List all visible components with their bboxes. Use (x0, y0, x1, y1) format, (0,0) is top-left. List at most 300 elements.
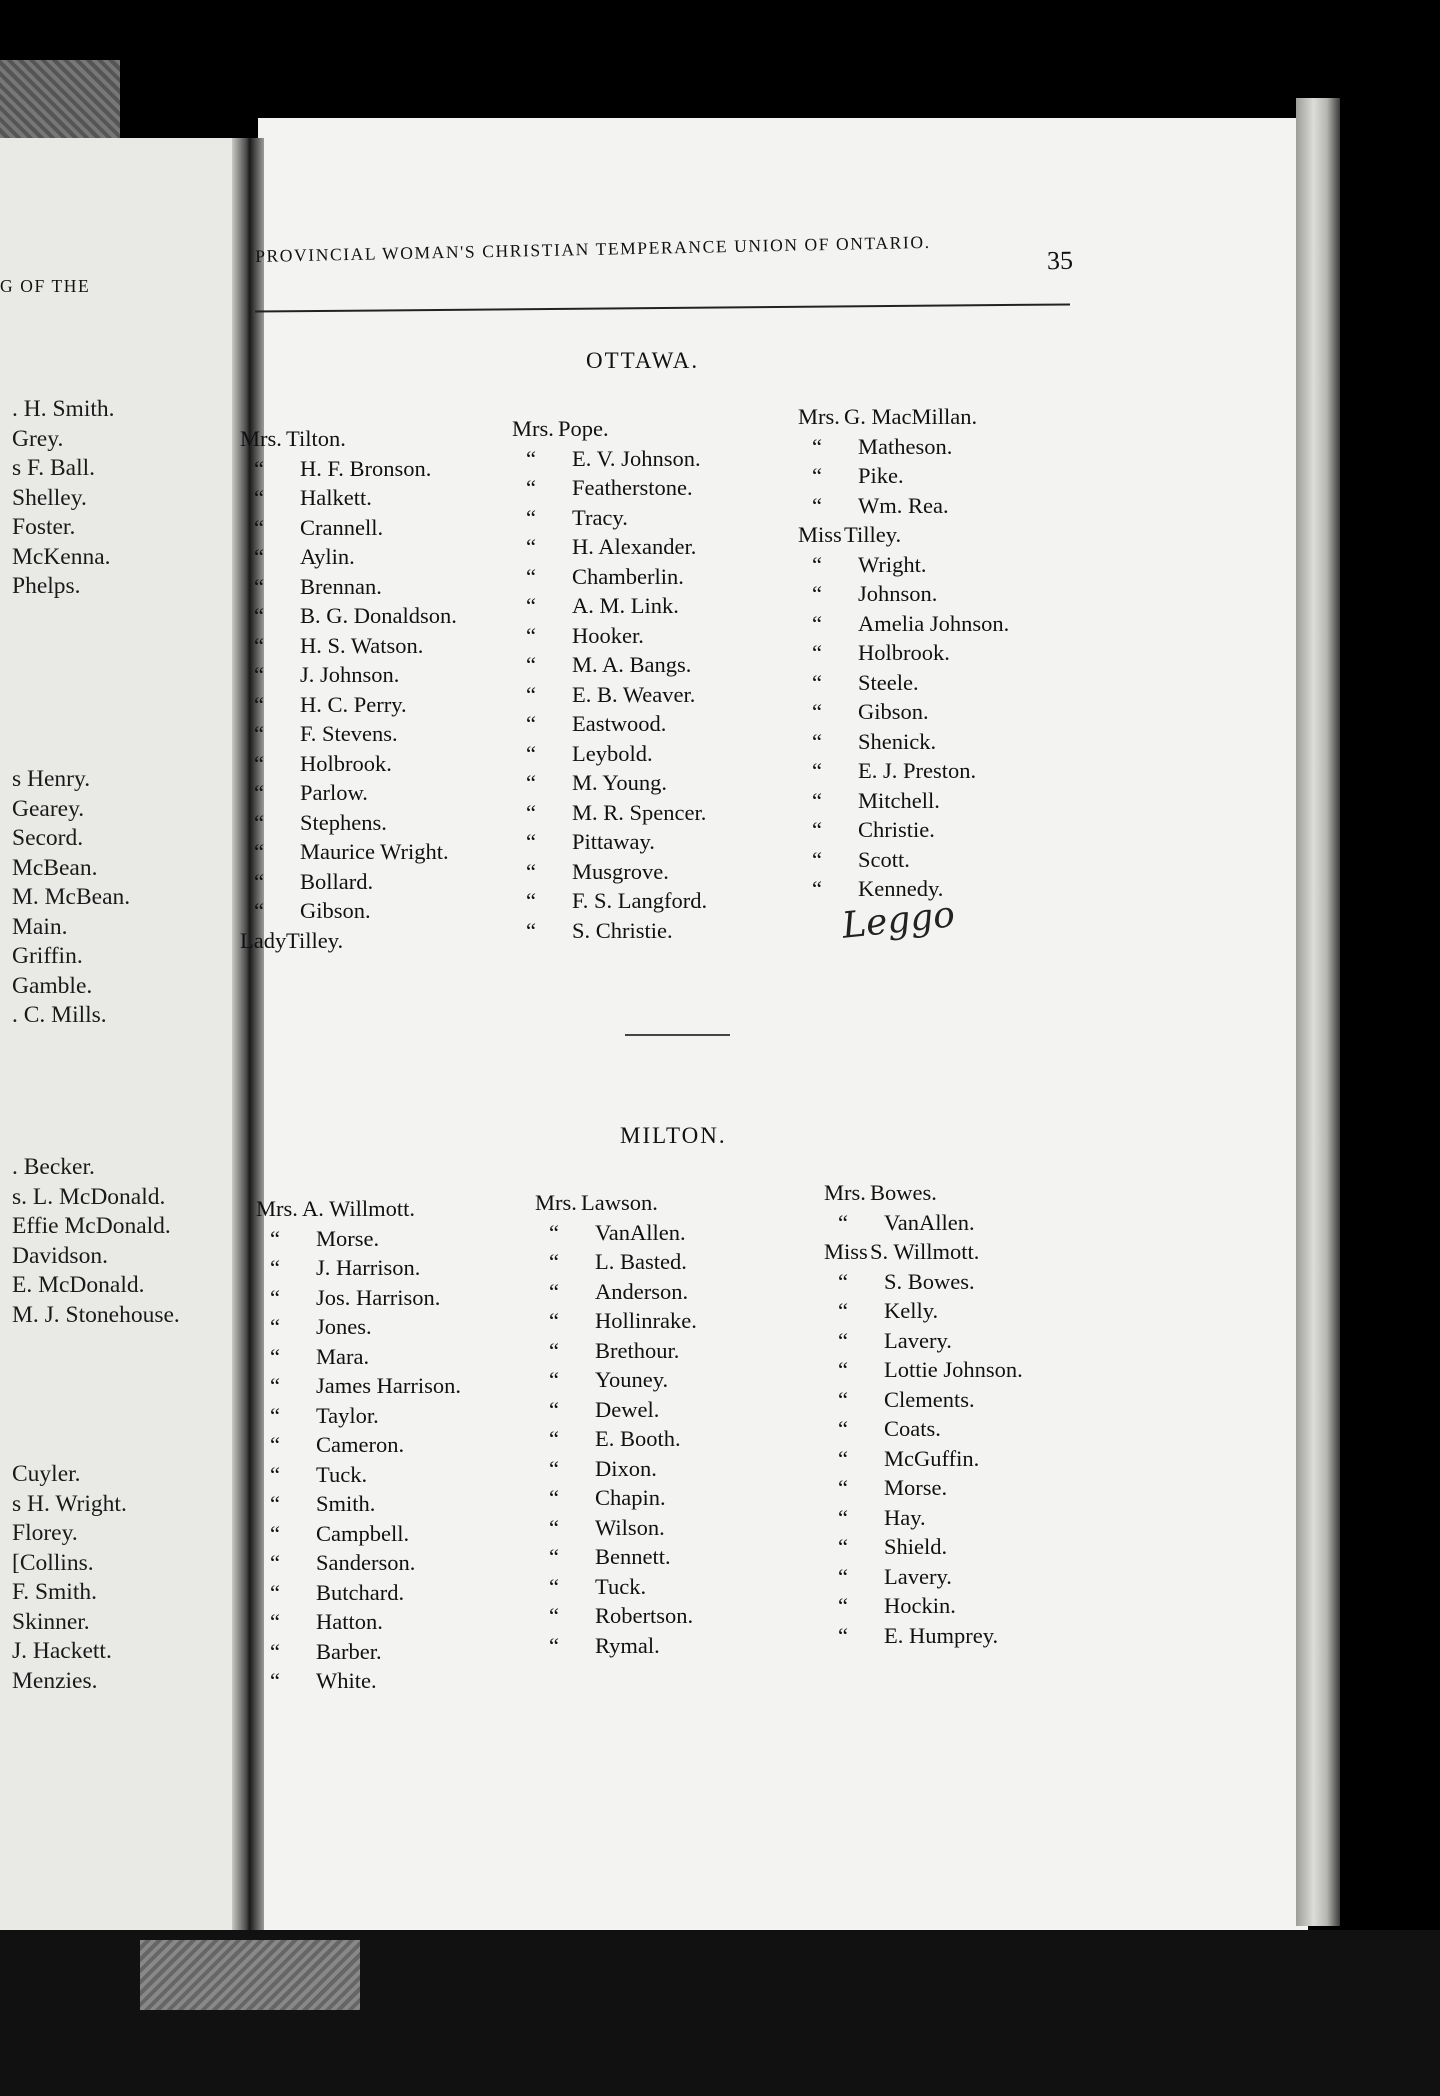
name-entry (512, 680, 707, 710)
ditto-mark: “ (270, 1432, 280, 1457)
section-divider (625, 1034, 730, 1036)
ditto-mark: “ (254, 573, 264, 599)
ditto-mark: “ (254, 662, 264, 687)
name-entry (256, 1430, 461, 1460)
honorific: Mrs. (798, 404, 840, 429)
name-entry (798, 461, 1009, 491)
name-entry (256, 1460, 461, 1490)
name-entry (798, 491, 1009, 521)
name-entry (535, 1218, 697, 1248)
member-name: Coats. (884, 1416, 941, 1441)
name-entry: s Henry. (12, 766, 91, 792)
ditto-mark: “ (838, 1534, 848, 1559)
milton-column-2 (535, 1188, 697, 1660)
name-entry (798, 579, 1009, 609)
member-name: F. Stevens. (300, 721, 398, 746)
name-entry (512, 916, 707, 946)
name-entry (535, 1572, 697, 1602)
ditto-mark: “ (270, 1314, 280, 1339)
member-name: Robertson. (595, 1603, 694, 1628)
name-entry (512, 473, 707, 503)
ditto-mark: “ (549, 1485, 559, 1510)
member-name: Bennett. (595, 1544, 671, 1569)
name-entry (240, 867, 457, 897)
name-entry (240, 719, 457, 749)
name-entry: . H. Smith. (12, 396, 115, 422)
ditto-mark: “ (526, 799, 536, 825)
ditto-mark: “ (838, 1622, 848, 1648)
name-entry: M. J. Stonehouse. (12, 1301, 180, 1328)
name-entry: McBean. (12, 854, 98, 881)
book-binding-cloth (0, 60, 120, 150)
ditto-mark: “ (812, 817, 822, 842)
ditto-mark: “ (812, 433, 822, 459)
ditto-mark: “ (526, 858, 536, 884)
member-name: Shenick. (858, 728, 937, 754)
ditto-mark: “ (526, 593, 536, 618)
ottawa-column-3 (798, 402, 1009, 904)
ditto-mark: “ (549, 1308, 559, 1333)
ditto-mark: “ (838, 1327, 848, 1353)
name-entry (824, 1178, 1023, 1208)
name-entry (535, 1306, 697, 1336)
name-entry (512, 650, 707, 680)
honorific: Lady (240, 927, 287, 953)
name-entry (256, 1253, 461, 1283)
member-name: Matheson. (858, 433, 953, 459)
ditto-mark: “ (549, 1514, 559, 1540)
name-entry: Gamble. (12, 972, 93, 999)
name-entry (798, 432, 1009, 462)
member-name: Bowes. (870, 1180, 937, 1205)
honorific: Mrs. (256, 1196, 298, 1221)
member-name: Lawson. (581, 1190, 658, 1215)
member-name: Tilley. (286, 927, 344, 953)
member-name: Clements. (884, 1386, 975, 1412)
member-name: S. Willmott. (870, 1239, 980, 1264)
ditto-mark: “ (812, 728, 822, 754)
honorific: Mrs. (240, 426, 282, 451)
member-name: Pike. (858, 463, 904, 488)
name-entry (240, 631, 457, 661)
member-name: Holbrook. (300, 750, 392, 776)
member-name: S. Christie. (572, 917, 673, 943)
member-name: E. V. Johnson. (572, 445, 701, 471)
ditto-mark: “ (549, 1544, 559, 1569)
left-page-names-1 (12, 395, 115, 602)
name-entry (798, 609, 1009, 639)
honorific: Miss (824, 1239, 868, 1264)
name-entry (240, 542, 457, 572)
ditto-mark: “ (526, 681, 536, 707)
ditto-mark: “ (812, 699, 822, 724)
member-name: Pittaway. (572, 829, 655, 854)
ditto-mark: “ (270, 1668, 280, 1693)
ditto-mark: “ (838, 1357, 848, 1382)
name-entry: Florey. (12, 1520, 78, 1546)
member-name: Campbell. (316, 1520, 410, 1546)
name-entry (240, 483, 457, 513)
name-entry (824, 1532, 1023, 1562)
member-name: H. S. Watson. (300, 632, 424, 658)
name-entry (256, 1371, 461, 1401)
name-entry (256, 1401, 461, 1431)
member-name: Dixon. (595, 1455, 657, 1481)
name-entry (240, 454, 457, 484)
member-name: J. Harrison. (316, 1255, 421, 1280)
ditto-mark: “ (812, 758, 822, 783)
member-name: Musgrove. (572, 858, 669, 884)
section-title-milton: MILTON. (620, 1123, 727, 1148)
name-entry (798, 520, 1009, 550)
ditto-mark: “ (270, 1520, 280, 1546)
name-entry (824, 1355, 1023, 1385)
member-name: Lottie Johnson. (884, 1357, 1023, 1382)
member-name: Pope. (558, 416, 609, 441)
name-entry (824, 1267, 1023, 1297)
member-name: Wright. (858, 551, 927, 577)
ditto-mark: “ (526, 534, 536, 559)
ditto-mark: “ (838, 1475, 848, 1500)
name-entry: s H. Wright. (12, 1490, 127, 1517)
ditto-mark: “ (838, 1445, 848, 1471)
member-name: H. C. Perry. (300, 691, 407, 717)
name-entry (535, 1188, 697, 1218)
honorific: Mrs. (512, 416, 554, 441)
name-entry (535, 1542, 697, 1572)
ditto-mark: “ (254, 750, 264, 776)
name-entry: s F. Ball. (12, 455, 95, 481)
name-entry (512, 827, 707, 857)
name-entry (535, 1395, 697, 1425)
name-entry (256, 1637, 461, 1667)
ditto-mark: “ (549, 1219, 559, 1245)
member-name: Featherstone. (572, 475, 693, 500)
member-name: M. A. Bangs. (572, 652, 692, 677)
ditto-mark: “ (812, 610, 822, 636)
ditto-mark: “ (526, 888, 536, 913)
name-entry (535, 1601, 697, 1631)
member-name: Youney. (595, 1367, 669, 1392)
name-entry (824, 1621, 1023, 1651)
ditto-mark: “ (812, 669, 822, 695)
ditto-mark: “ (254, 721, 264, 746)
member-name: Smith. (316, 1491, 376, 1516)
ditto-mark: “ (549, 1603, 559, 1628)
name-entry (512, 798, 707, 828)
name-entry (824, 1237, 1023, 1267)
milton-column-3 (824, 1178, 1023, 1650)
member-name: Lavery. (884, 1563, 952, 1589)
ditto-mark: “ (254, 485, 264, 510)
name-entry (824, 1591, 1023, 1621)
member-name: Jos. Harrison. (316, 1284, 441, 1310)
name-entry: M. McBean. (12, 884, 131, 910)
member-name: Chamberlin. (572, 563, 684, 589)
member-name: E. Humprey. (884, 1622, 999, 1648)
name-entry: Davidson. (12, 1242, 108, 1269)
name-entry (256, 1194, 461, 1224)
member-name: H. Alexander. (572, 534, 697, 559)
name-entry (535, 1365, 697, 1395)
ditto-mark: “ (812, 551, 822, 577)
ditto-mark: “ (838, 1416, 848, 1441)
member-name: H. F. Bronson. (300, 455, 432, 481)
name-entry (535, 1277, 697, 1307)
ditto-mark: “ (254, 898, 264, 923)
ditto-mark: “ (549, 1632, 559, 1658)
ditto-mark: “ (254, 514, 264, 540)
member-name: Brethour. (595, 1337, 680, 1363)
name-entry: F. Smith. (12, 1579, 97, 1605)
member-name: A. M. Link. (572, 593, 679, 618)
book-gutter (232, 138, 264, 1978)
ditto-mark: “ (270, 1550, 280, 1575)
ditto-mark: “ (549, 1278, 559, 1304)
ditto-mark: “ (526, 711, 536, 736)
name-entry: Secord. (12, 825, 84, 851)
ditto-mark: “ (254, 839, 264, 864)
name-entry (824, 1444, 1023, 1474)
member-name: Gibson. (300, 898, 371, 923)
ditto-mark: “ (549, 1396, 559, 1422)
ditto-mark: “ (838, 1298, 848, 1323)
member-name: Hatton. (316, 1609, 383, 1634)
ditto-mark: “ (549, 1455, 559, 1481)
name-entry (824, 1385, 1023, 1415)
member-name: Wm. Rea. (858, 492, 949, 518)
member-name: Sanderson. (316, 1550, 416, 1575)
name-entry (535, 1454, 697, 1484)
member-name: Tilley. (844, 522, 902, 547)
ditto-mark: “ (526, 475, 536, 500)
ditto-mark: “ (270, 1284, 280, 1310)
name-entry (798, 402, 1009, 432)
ditto-mark: “ (812, 787, 822, 813)
ditto-mark: “ (254, 809, 264, 835)
member-name: F. S. Langford. (572, 888, 708, 913)
member-name: Holbrook. (858, 640, 950, 665)
name-entry: Gearey. (12, 795, 85, 822)
name-entry (256, 1607, 461, 1637)
member-name: Butchard. (316, 1579, 405, 1605)
name-entry (512, 857, 707, 887)
name-entry (512, 621, 707, 651)
name-entry (256, 1283, 461, 1313)
member-name: White. (316, 1668, 377, 1693)
member-name: Anderson. (595, 1278, 689, 1304)
ditto-mark: “ (526, 770, 536, 795)
name-entry (256, 1489, 461, 1519)
ditto-mark: “ (549, 1337, 559, 1363)
ditto-mark: “ (526, 563, 536, 589)
member-name: Morse. (316, 1225, 380, 1251)
name-entry (535, 1247, 697, 1277)
name-entry (824, 1208, 1023, 1238)
ditto-mark: “ (549, 1426, 559, 1451)
name-entry (256, 1666, 461, 1696)
name-entry: Cuyler. (12, 1461, 81, 1487)
name-entry (240, 424, 457, 454)
member-name: Steele. (858, 669, 919, 695)
member-name: Maurice Wright. (300, 839, 449, 864)
member-name: E. B. Weaver. (572, 681, 696, 707)
member-name: VanAllen. (595, 1219, 686, 1245)
member-name: Bollard. (300, 868, 374, 894)
name-entry (798, 668, 1009, 698)
name-entry (512, 886, 707, 916)
name-entry (240, 572, 457, 602)
name-entry (256, 1519, 461, 1549)
member-name: James Harrison. (316, 1373, 461, 1398)
member-name: Tuck. (595, 1573, 647, 1599)
name-entry (240, 808, 457, 838)
ditto-mark: “ (812, 876, 822, 901)
member-name: Scott. (858, 846, 910, 872)
member-name: McGuffin. (884, 1445, 980, 1471)
member-name: B. G. Donaldson. (300, 603, 457, 628)
name-entry (240, 660, 457, 690)
name-entry (512, 503, 707, 533)
name-entry (240, 837, 457, 867)
member-name: M. R. Spencer. (572, 799, 707, 825)
ditto-mark: “ (812, 581, 822, 606)
name-entry: s. L. McDonald. (12, 1183, 166, 1210)
member-name: M. Young. (572, 770, 668, 795)
ditto-mark: “ (270, 1373, 280, 1398)
name-entry (824, 1473, 1023, 1503)
name-entry (824, 1326, 1023, 1356)
member-name: Christie. (858, 817, 935, 842)
milton-column-1 (256, 1194, 461, 1696)
name-entry (240, 778, 457, 808)
name-entry (256, 1548, 461, 1578)
member-name: Morse. (884, 1475, 948, 1500)
left-page-names-4 (12, 1460, 127, 1696)
name-entry (240, 896, 457, 926)
name-entry (798, 786, 1009, 816)
member-name: Lavery. (884, 1327, 952, 1353)
member-name: Mara. (316, 1343, 370, 1369)
name-entry (512, 532, 707, 562)
name-entry: Effie McDonald. (12, 1213, 171, 1239)
name-entry (798, 845, 1009, 875)
ditto-mark: “ (254, 868, 264, 894)
name-entry: McKenna. (12, 543, 111, 570)
member-name: Hay. (884, 1504, 926, 1530)
page-edge (1296, 98, 1340, 1926)
member-name: Parlow. (300, 780, 368, 805)
member-name: Rymal. (595, 1632, 660, 1658)
member-name: Taylor. (316, 1402, 379, 1428)
ditto-mark: “ (549, 1249, 559, 1274)
name-entry: Main. (12, 913, 68, 940)
ditto-mark: “ (270, 1609, 280, 1634)
book-binding-cloth-bottom (140, 1940, 360, 2010)
member-name: Chapin. (595, 1485, 666, 1510)
member-name: VanAllen. (884, 1209, 975, 1235)
name-entry (256, 1224, 461, 1254)
ditto-mark: “ (838, 1268, 848, 1294)
member-name: Eastwood. (572, 711, 667, 736)
name-entry (512, 709, 707, 739)
name-entry (512, 591, 707, 621)
ditto-mark: “ (270, 1402, 280, 1428)
ditto-mark: “ (270, 1255, 280, 1280)
name-entry: E. McDonald. (12, 1272, 145, 1298)
member-name: Jones. (316, 1314, 372, 1339)
name-entry (535, 1631, 697, 1661)
member-name: E. J. Preston. (858, 758, 977, 783)
ditto-mark: “ (812, 492, 822, 518)
ditto-mark: “ (812, 640, 822, 665)
name-entry (535, 1513, 697, 1543)
ditto-mark: “ (270, 1225, 280, 1251)
name-entry (798, 697, 1009, 727)
section-title-ottawa: OTTAWA. (586, 348, 700, 373)
name-entry (798, 815, 1009, 845)
name-entry: Menzies. (12, 1667, 98, 1694)
name-entry (512, 768, 707, 798)
member-name: Johnson. (858, 581, 938, 606)
ottawa-column-1 (240, 424, 457, 955)
ditto-mark: “ (549, 1573, 559, 1599)
ditto-mark: “ (270, 1579, 280, 1605)
member-name: Tuck. (316, 1461, 368, 1487)
member-name: Amelia Johnson. (858, 610, 1010, 636)
member-name: E. Booth. (595, 1426, 681, 1451)
ditto-mark: “ (549, 1367, 559, 1392)
name-entry (256, 1312, 461, 1342)
member-name: Barber. (316, 1638, 382, 1664)
name-entry (798, 756, 1009, 786)
ditto-mark: “ (526, 829, 536, 854)
ditto-mark: “ (838, 1563, 848, 1589)
left-running-head: G OF THE (0, 276, 91, 296)
ditto-mark: “ (526, 917, 536, 943)
name-entry: Shelley. (12, 484, 87, 511)
ditto-mark: “ (526, 652, 536, 677)
member-name: Brennan. (300, 573, 382, 599)
handwritten-name: Leggo (840, 894, 957, 947)
member-name: Cameron. (316, 1432, 405, 1457)
member-name: J. Johnson. (300, 662, 400, 687)
name-entry: [Collins. (12, 1549, 94, 1576)
member-name: Dewel. (595, 1396, 660, 1422)
member-name: Aylin. (300, 544, 355, 569)
name-entry (240, 690, 457, 720)
name-entry (798, 727, 1009, 757)
name-entry (240, 513, 457, 543)
member-name: Leybold. (572, 740, 653, 766)
ditto-mark: “ (270, 1461, 280, 1487)
name-entry (824, 1414, 1023, 1444)
name-entry (535, 1424, 697, 1454)
name-entry: Griffin. (12, 943, 83, 969)
name-entry (240, 749, 457, 779)
ditto-mark: “ (270, 1491, 280, 1516)
name-entry (798, 638, 1009, 668)
name-entry (256, 1342, 461, 1372)
name-entry: . Becker. (12, 1154, 95, 1180)
member-name: Kelly. (884, 1298, 939, 1323)
name-entry (512, 562, 707, 592)
member-name: Hollinrake. (595, 1308, 697, 1333)
name-entry: Grey. (12, 425, 64, 452)
member-name: Kennedy. (858, 876, 944, 901)
honorific: Miss (798, 522, 842, 547)
member-name: Halkett. (300, 485, 372, 510)
